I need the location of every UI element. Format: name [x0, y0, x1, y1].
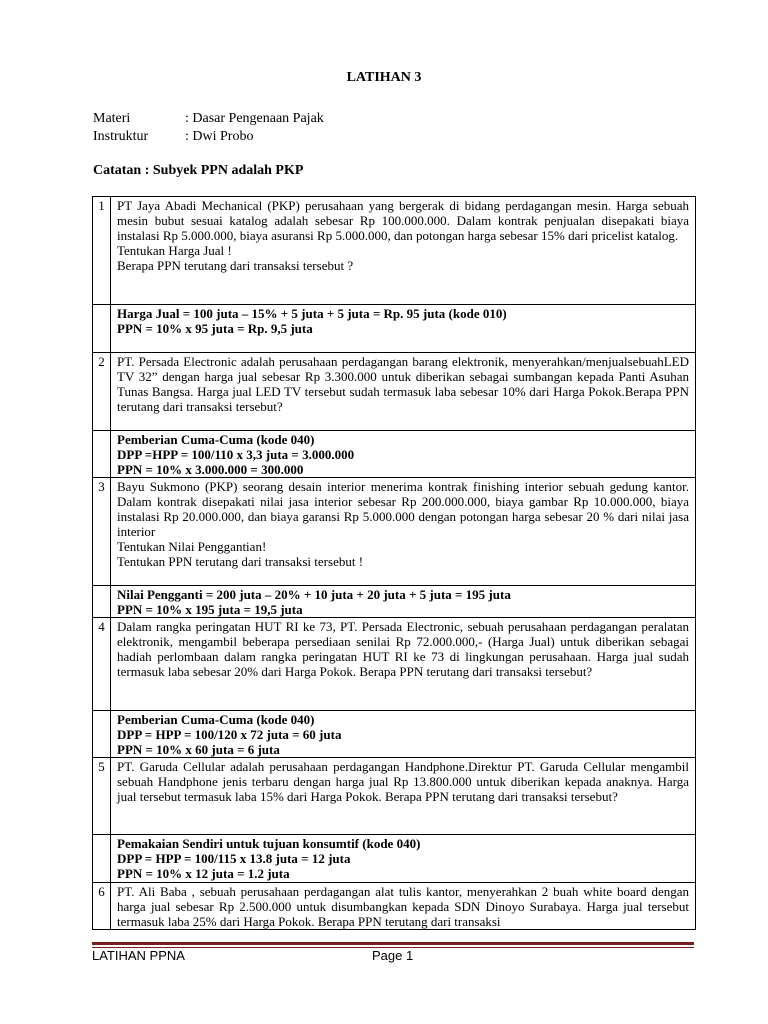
- question-extra: Tentukan Nilai Penggantian!: [117, 539, 267, 554]
- footer-divider: [92, 942, 694, 945]
- answer-line: DPP = HPP = 100/120 x 72 juta = 60 juta: [117, 727, 342, 742]
- answer-line: PPN = 10% x 195 juta = 19,5 juta: [117, 602, 303, 617]
- table-row: [93, 835, 696, 883]
- answer-line: DPP = HPP = 100/115 x 13.8 juta = 12 juta: [117, 851, 351, 866]
- question-text: Dalam rangka peringatan HUT RI ke 73, PT. Persada Electronic, sebuah perusahaan perdagangan peralatan elektronik, mengambil beberapa persediaan senilai Rp 72.000.000,- (Harga Jual) untuk diberikan sebagai hadiah perlombaan dalam rangka peringatan HUT RI ke 73 di lingkungan perusahaan. Harga jual sudah termasuk laba sebesar 20% dari Harga Pokok. Berapa PPN terutang dari transaksi tersebut?: [117, 619, 689, 679]
- table-row: [93, 883, 696, 930]
- table-row: [93, 586, 696, 618]
- answer-cell: [111, 586, 696, 618]
- row-number: 2: [93, 353, 111, 431]
- question-text: PT Jaya Abadi Mechanical (PKP) perusahaan yang bergerak di bidang perdagangan mesin. Harga sebuah mesin bubut sesuai katalog adalah sebesar Rp 100.000.000. Dalam kontrak penjualan disepakati biaya instalasi Rp 5.000.000, biaya asuransi Rp 5.000.000, dan potongan harga sebesar 15% dari pricelist katalog.: [117, 198, 689, 243]
- instruktur-line: [93, 129, 253, 145]
- question-cell: [111, 618, 696, 711]
- table-row: [93, 618, 696, 711]
- question-extra: Tentukan PPN terutang dari transaksi tersebut !: [117, 554, 364, 569]
- question-text: PT. Ali Baba , sebuah perusahaan perdagangan alat tulis kantor, menyerahkan 2 buah white board dengan harga jual sebesar Rp 2.500.000 untuk disumbangkan kepada SDN Dinoyo Surabaya. Harga jual tersebut termasuk laba 25% dari Harga Pokok. Berapa PPN terutang dari transaksi: [117, 884, 689, 929]
- question-cell: [111, 883, 696, 930]
- question-text: PT. Garuda Cellular adalah perusahaan perdagangan Handphone.Direktur PT. Garuda Cellular mengambil sebuah Handphone jenis terbaru dengan harga jual Rp 13.800.000 untuk diberikan kepada anaknya. Harga jual tersebut termasuk laba 15% dari Harga Pokok. Berapa PPN terutang dari transaksi tersebut?: [117, 759, 689, 804]
- table-row: [93, 305, 696, 353]
- question-cell: [111, 758, 696, 835]
- answer-line: PPN = 10% x 60 juta = 6 juta: [117, 742, 280, 757]
- answer-cell: [111, 835, 696, 883]
- footer-page-number: Page 1: [372, 948, 414, 963]
- footer-doc-title: LATIHAN PPNA: [92, 948, 185, 963]
- answer-line: Pemberian Cuma-Cuma (kode 040): [117, 712, 315, 727]
- table-row: [93, 431, 696, 478]
- answer-cell: [111, 431, 696, 478]
- answer-cell: [111, 305, 696, 353]
- table-row: [93, 353, 696, 431]
- answer-cell: [111, 711, 696, 758]
- question-extra: Berapa PPN terutang dari transaksi tersebut ?: [117, 258, 354, 273]
- note-heading: Catatan : Subyek PPN adalah PKP: [93, 163, 304, 178]
- materi-value: : Dasar Pengenaan Pajak: [185, 111, 324, 126]
- page-title: LATIHAN 3: [346, 70, 422, 85]
- instruktur-value: : Dwi Probo: [185, 129, 254, 144]
- answer-line: PPN = 10% x 95 juta = Rp. 9,5 juta: [117, 321, 313, 336]
- table-row: [93, 478, 696, 586]
- question-extra: Tentukan Harga Jual !: [117, 243, 232, 258]
- answer-line: Pemakaian Sendiri untuk tujuan konsumtif (kode 040): [117, 836, 421, 851]
- row-number: 6: [93, 883, 111, 930]
- table-row: [93, 711, 696, 758]
- materi-label: Materi: [93, 111, 131, 126]
- question-cell: [111, 197, 696, 305]
- answer-line: PPN = 10% x 12 juta = 1.2 juta: [117, 866, 290, 881]
- answer-line: PPN = 10% x 3.000.000 = 300.000: [117, 462, 304, 477]
- row-number: 4: [93, 618, 111, 711]
- question-cell: [111, 478, 696, 586]
- answer-line: DPP =HPP = 100/110 x 3,3 juta = 3.000.000: [117, 447, 355, 462]
- row-number: 1: [93, 197, 111, 305]
- exercise-table: [92, 196, 696, 930]
- table-row: [93, 758, 696, 835]
- answer-line: Pemberian Cuma-Cuma (kode 040): [117, 432, 315, 447]
- question-text: PT. Persada Electronic adalah perusahaan perdagangan barang elektronik, menyerahkan/menjualsebuahLED TV 32” dengan harga jual sebesar Rp 3.300.000 untuk diberikan sebagai sumbangan kepada Panti Asuhan Tunas Bangsa. Harga jual LED TV tersebut sudah termasuk laba sebesar 10% dari Harga Pokok.Berapa PPN terutang dari transaksi tersebut?: [117, 354, 689, 414]
- instruktur-label: Instruktur: [93, 129, 149, 144]
- row-number: 5: [93, 758, 111, 835]
- answer-line: Harga Jual = 100 juta – 15% + 5 juta + 5 juta = Rp. 95 juta (kode 010): [117, 306, 507, 321]
- question-text: Bayu Sukmono (PKP) seorang desain interior menerima kontrak finishing interior sebuah gedung kantor. Dalam kontrak disepakati nilai jasa interior sebesar Rp 200.000.000, biaya gambar Rp 10.000.000, biaya instalasi Rp 20.000.000, dan biaya garansi Rp 5.000.000 dengan potongan harga sebesar 20 % dari nilai jasa interior: [117, 479, 689, 539]
- table-row: [93, 197, 696, 305]
- answer-line: Nilai Pengganti = 200 juta – 20% + 10 juta + 20 juta + 5 juta = 195 juta: [117, 587, 511, 602]
- row-number: 3: [93, 478, 111, 586]
- question-cell: [111, 353, 696, 431]
- materi-line: [93, 111, 324, 127]
